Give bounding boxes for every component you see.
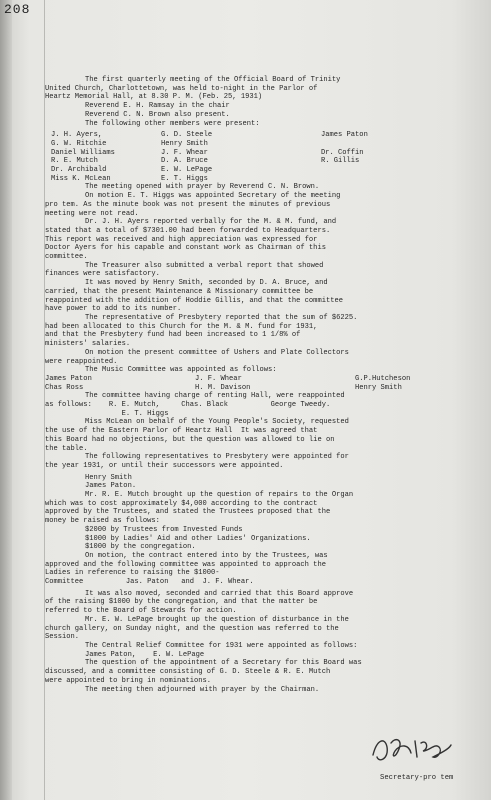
body-line: the year 1931, or until their successors were appointed. — [45, 461, 284, 470]
signature-label: Secretary-pro tem — [380, 774, 454, 782]
body-line: E. T. Higgs — [45, 409, 169, 418]
member-name: Henry Smith — [161, 139, 208, 148]
body-line: The following representatives to Presbytery were appointed for — [85, 453, 349, 462]
header-line: Reverend E. H. Ramsay in the chair — [85, 102, 230, 111]
body-line: Doctor Ayers for his capable and constant work as Chairman of this — [45, 244, 326, 253]
body-line: discussed, and a committee consisting of G. D. Steele & R. E. Mutch — [45, 668, 331, 677]
handwritten-signature — [365, 733, 455, 769]
member-name — [321, 175, 441, 184]
fund-line: $1000 by Ladies' Aid and other Ladies' Organizations. — [85, 534, 311, 543]
body-line: carried, that the present Maintenance & Missionary committee be — [45, 287, 314, 296]
body-line: reappointed with the addition of Hoddie Gillis, and that the committee — [45, 296, 343, 305]
body-line: finances were satisfactory. — [45, 270, 160, 279]
body-line: the table. — [45, 444, 88, 453]
member-name: James Paton — [321, 131, 368, 140]
header-line: The first quarterly meeting of the Official Board of Trinity — [85, 76, 341, 84]
body-line: The representative of Presbytery reported that the sum of $6225. — [85, 313, 358, 322]
body-line: this Board had no objections, but the question was allowed to lie on — [45, 435, 335, 444]
presbytery-rep: Henry Smith — [85, 473, 132, 482]
header-line: Reverend C. N. Brown also present. — [85, 110, 230, 119]
member-name: J. F. Whear — [161, 148, 208, 157]
body-line: Mr. R. E. Mutch brought up the question of repairs to the Organ — [85, 491, 354, 500]
member-name — [321, 140, 441, 149]
presbytery-rep: James Paton. — [85, 482, 137, 491]
member-name: G. W. Ritchie — [51, 139, 107, 148]
body-line: stated that a total of $7301.00 had been forwarded to Headquarters. — [45, 226, 331, 235]
member-name: E. T. Higgs — [161, 174, 208, 183]
body-line: Miss McLean on behalf of the Young People's Society, requested — [85, 418, 349, 427]
page-number: 208 — [4, 2, 31, 17]
body-line: the use of the Eastern Parlor of Heartz Hall It was agreed that — [45, 427, 318, 436]
body-line: Session. — [45, 633, 80, 642]
body-line: were reappointed. — [45, 357, 118, 366]
body-line: had been allocated to this Church for the M. & M. fund for 1931, — [45, 322, 318, 331]
member-name: J. H. Ayers, — [51, 131, 103, 140]
member-name: R. E. Mutch — [51, 157, 98, 166]
body-line: approved and the following committee was appointed to approach the — [45, 560, 326, 569]
member-name — [321, 166, 441, 175]
body-line: James Paton, E. W. LePage — [85, 650, 205, 659]
body-line: The question of the appointment of a Secretary for this Board was — [85, 659, 362, 668]
header-line: United Church, Charlottetown, was held to-night in the Parlor of — [45, 84, 318, 93]
header-line: Heartz Memorial Hall, at 8.30 P. M. (Feb. 25, 1931) — [45, 93, 263, 102]
body-line: as follows: R. E. Mutch, Chas. Black George Tweedy. — [45, 401, 331, 410]
body-line: committee. — [45, 253, 88, 262]
committee-member: James Paton — [45, 374, 92, 383]
body-line: The Music Committee was appointed as follows: — [85, 366, 277, 375]
body-line: On motion E. T. Higgs was appointed Secretary of the meeting — [85, 192, 341, 201]
body-line: Ladies in reference to raising the $1000- — [45, 569, 220, 578]
member-name: Miss K. McLean — [51, 174, 111, 183]
body-line: The committee having charge of renting Hall, were reappointed — [85, 392, 345, 401]
members-list — [45, 131, 475, 183]
body-line: The Treasurer also submitted a verbal report that showed — [85, 261, 324, 270]
body-line: Mr. E. W. LePage brought up the question of disturbance in the — [85, 615, 349, 624]
body-line: were appointed to bring in nominations. — [45, 676, 212, 685]
body-line: money be raised as follows: — [45, 517, 160, 526]
body-line: church gallery, on Sunday night, and the question was referred to the — [45, 624, 339, 633]
header-line: The following other members were present: — [85, 119, 260, 128]
body-line: It was moved by Henry Smith, seconded by D. A. Bruce, and — [85, 279, 328, 288]
body-line: On motion the present committee of Ushers and Plate Collectors — [85, 348, 349, 357]
committee-member: Henry Smith — [355, 383, 402, 392]
committee-member: H. M. Davison — [195, 383, 251, 392]
music-committee-list — [45, 375, 475, 392]
body-line: On motion, the contract entered into by the Trustees, was — [85, 551, 328, 560]
member-name: Dr. Coffin — [321, 148, 364, 157]
body-line: The meeting then adjourned with prayer by the Chairman. — [85, 685, 320, 694]
fund-line: $1000 by the congregation. — [85, 543, 196, 552]
body-line: pro tem. As the minute book was not present the minutes of previous — [45, 200, 331, 209]
fund-line: $2000 by Trustees from Invested Funds — [85, 525, 243, 534]
member-name: R. Gillis — [321, 157, 360, 166]
body-line: The Central Relief Committee for 1931 were appointed as follows: — [85, 642, 358, 650]
body-line: The meeting opened with prayer by Reverend C. N. Brown. — [85, 183, 320, 192]
page-binding-edge — [0, 0, 12, 800]
body-line: meeting were not read. — [45, 209, 139, 218]
minutes-content — [45, 76, 475, 694]
member-name: D. A. Bruce — [161, 157, 208, 166]
body-line: of the raising $1000 by the congregation, and that the matter be — [45, 598, 318, 607]
body-line: This report was received and high appreciation was expressed for — [45, 235, 318, 244]
body-line: Dr. J. H. Ayers reported verbally for the M. & M. fund, and — [85, 218, 337, 227]
body-line: Committee Jas. Paton and J. F. Whear. — [45, 578, 254, 587]
member-name: E. W. LePage — [161, 166, 213, 175]
body-line: approved by the Trustees, and stated the Trustees proposed that the — [45, 508, 331, 517]
member-name: Daniel Williams — [51, 148, 115, 157]
committee-member: G.P.Hutcheson — [355, 374, 411, 383]
committee-member: J. F. Whear — [195, 374, 242, 383]
member-name: Dr. Archibald — [51, 166, 107, 175]
committee-member: Chas Ross — [45, 383, 84, 392]
body-line: which was to cost approximately $4,000 according to the contract — [45, 499, 318, 508]
body-line: and that the Presbytery fund had been increased to 1 1/8% of — [45, 331, 301, 340]
body-line: ministers' salaries. — [45, 340, 131, 349]
member-name: G. D. Steele — [161, 131, 213, 140]
body-line: have power to add to its number. — [45, 305, 182, 314]
body-line: It was also moved, seconded and carried that this Board approve — [85, 589, 354, 598]
body-line: referred to the Board of Stewards for action. — [45, 607, 237, 616]
